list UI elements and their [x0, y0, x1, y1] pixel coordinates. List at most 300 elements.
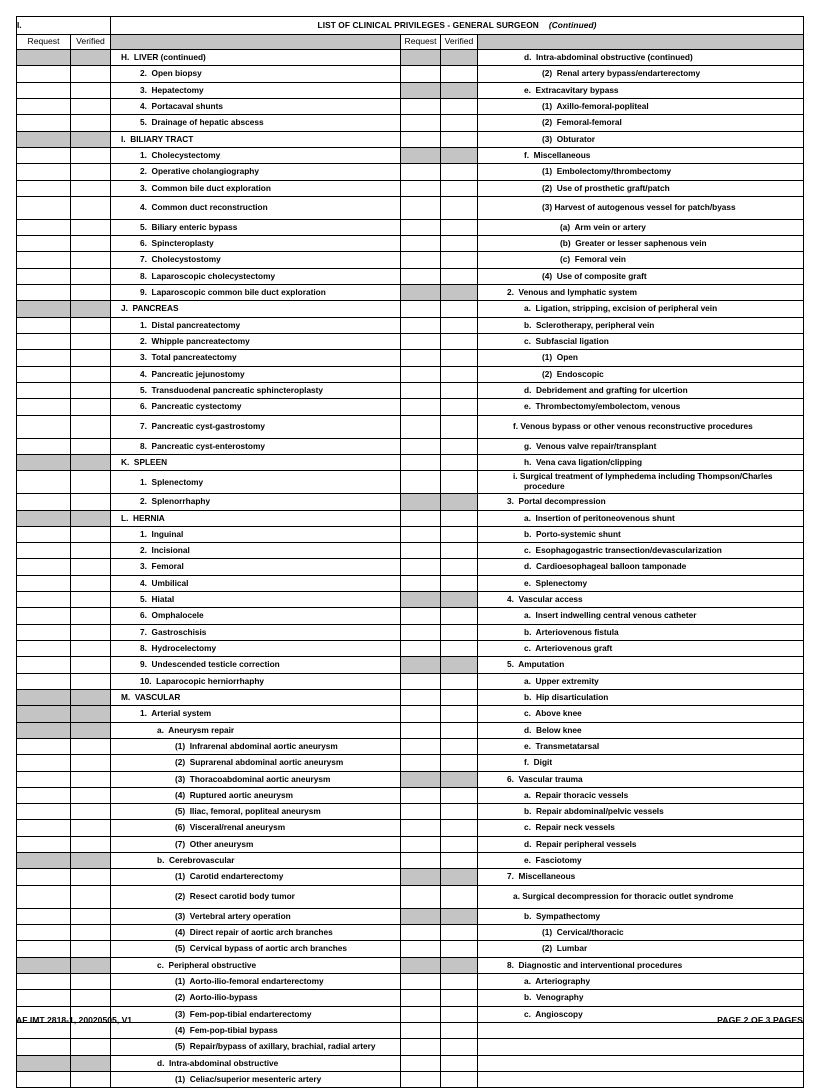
right-request-cell[interactable]: [401, 399, 441, 415]
right-verified-cell[interactable]: [441, 196, 478, 219]
right-request-cell[interactable]: [401, 941, 441, 957]
right-request-cell[interactable]: [401, 366, 441, 382]
left-request-cell[interactable]: [17, 755, 71, 771]
right-verified-cell[interactable]: [441, 885, 478, 908]
right-request-cell[interactable]: [401, 641, 441, 657]
right-privilege-label: g. Venous valve repair/transplant: [478, 438, 804, 454]
right-request-cell[interactable]: [401, 575, 441, 591]
right-request-cell[interactable]: [401, 1071, 441, 1087]
right-verified-cell[interactable]: [441, 738, 478, 754]
left-request-cell[interactable]: [17, 382, 71, 398]
left-privilege-label: M. VASCULAR: [111, 689, 401, 705]
right-request-cell[interactable]: [401, 301, 441, 317]
right-verified-cell[interactable]: [441, 66, 478, 82]
right-verified-cell[interactable]: [441, 98, 478, 114]
left-verified-cell[interactable]: [71, 820, 111, 836]
right-request-cell[interactable]: [401, 350, 441, 366]
left-request-cell[interactable]: [17, 1071, 71, 1087]
privilege-row: [17, 268, 804, 284]
left-privilege-label: 7. Gastroschisis: [111, 624, 401, 640]
right-request-cell[interactable]: [401, 252, 441, 268]
right-request-cell: [401, 657, 441, 673]
left-privilege-label: 4. Pancreatic jejunostomy: [111, 366, 401, 382]
right-privilege-label: (4) Use of composite graft: [478, 268, 804, 284]
left-privilege-label: 4. Common duct reconstruction: [111, 196, 401, 219]
left-request-cell[interactable]: [17, 317, 71, 333]
privilege-row: [17, 285, 804, 301]
privilege-row: [17, 973, 804, 989]
left-verified-cell[interactable]: [71, 268, 111, 284]
right-request-cell[interactable]: [401, 689, 441, 705]
right-request-cell[interactable]: [401, 526, 441, 542]
left-request-cell[interactable]: [17, 180, 71, 196]
right-privilege-label: f. Digit: [478, 755, 804, 771]
left-request-cell[interactable]: [17, 925, 71, 941]
right-privilege-label: a. Insertion of peritoneovenous shunt: [478, 510, 804, 526]
left-request-cell[interactable]: [17, 543, 71, 559]
left-request-cell[interactable]: [17, 657, 71, 673]
left-verified-cell[interactable]: [71, 1039, 111, 1055]
left-request-cell[interactable]: [17, 285, 71, 301]
right-verified-cell[interactable]: [441, 624, 478, 640]
privilege-row: [17, 438, 804, 454]
left-request-cell[interactable]: [17, 236, 71, 252]
right-request-cell[interactable]: [401, 334, 441, 350]
left-request-cell[interactable]: [17, 787, 71, 803]
left-request-cell[interactable]: [17, 268, 71, 284]
right-privilege-label: (1) Open: [478, 350, 804, 366]
right-verified-cell[interactable]: [441, 219, 478, 235]
right-privilege-label: d. Below knee: [478, 722, 804, 738]
right-request-cell[interactable]: [401, 180, 441, 196]
left-verified-cell[interactable]: [71, 366, 111, 382]
privilege-row: [17, 755, 804, 771]
right-verified-cell[interactable]: [441, 804, 478, 820]
privilege-row: [17, 592, 804, 608]
left-privilege-label: (1) Carotid endarterectomy: [111, 869, 401, 885]
right-request-cell[interactable]: [401, 471, 441, 494]
left-request-cell[interactable]: [17, 66, 71, 82]
left-verified-cell[interactable]: [71, 236, 111, 252]
left-privilege-label: d. Intra-abdominal obstructive: [111, 1055, 401, 1071]
left-verified-cell[interactable]: [71, 382, 111, 398]
right-request-cell[interactable]: [401, 722, 441, 738]
left-privilege-label: 9. Undescended testicle correction: [111, 657, 401, 673]
right-request-cell: [401, 285, 441, 301]
left-request-cell[interactable]: [17, 820, 71, 836]
left-verified-cell: [71, 301, 111, 317]
right-privilege-label: 2. Venous and lymphatic system: [478, 285, 804, 301]
right-privilege-label: b. Sclerotherapy, peripheral vein: [478, 317, 804, 333]
left-request-header: Request: [17, 35, 71, 50]
right-request-cell[interactable]: [401, 98, 441, 114]
left-verified-cell: [71, 454, 111, 470]
right-verified-cell[interactable]: [441, 575, 478, 591]
left-privilege-label: (1) Aorto-ilio-femoral endarterectomy: [111, 973, 401, 989]
left-request-cell[interactable]: [17, 559, 71, 575]
left-verified-cell[interactable]: [71, 657, 111, 673]
right-request-cell[interactable]: [401, 268, 441, 284]
left-request-cell[interactable]: [17, 941, 71, 957]
right-privilege-label: b. Porto-systemic shunt: [478, 526, 804, 542]
privilege-row: [17, 50, 804, 66]
privilege-row: [17, 180, 804, 196]
right-verified-cell[interactable]: [441, 301, 478, 317]
right-verified-cell[interactable]: [441, 820, 478, 836]
title-row: [17, 17, 804, 35]
left-verified-cell[interactable]: [71, 1071, 111, 1087]
left-request-cell[interactable]: [17, 494, 71, 510]
privilege-row: [17, 1055, 804, 1071]
page-title: [111, 17, 804, 35]
left-verified-cell[interactable]: [71, 180, 111, 196]
left-verified-cell[interactable]: [71, 836, 111, 852]
privilege-row: [17, 252, 804, 268]
right-privilege-label: f. Miscellaneous: [478, 147, 804, 163]
right-verified-cell[interactable]: [441, 252, 478, 268]
left-request-cell[interactable]: [17, 82, 71, 98]
left-privilege-label: J. PANCREAS: [111, 301, 401, 317]
left-verified-cell[interactable]: [71, 575, 111, 591]
right-privilege-label: a. Repair thoracic vessels: [478, 787, 804, 803]
right-request-cell[interactable]: [401, 317, 441, 333]
right-verified-cell: [441, 494, 478, 510]
right-verified-cell: [441, 869, 478, 885]
right-request-cell[interactable]: [401, 236, 441, 252]
left-verified-cell[interactable]: [71, 990, 111, 1006]
right-privilege-header-spacer: [478, 35, 804, 50]
left-request-cell: [17, 301, 71, 317]
right-verified-cell: [441, 771, 478, 787]
right-privilege-label: (1) Embolectomy/thrombectomy: [478, 164, 804, 180]
right-verified-cell[interactable]: [441, 990, 478, 1006]
right-request-cell[interactable]: [401, 164, 441, 180]
right-privilege-label: a. Upper extremity: [478, 673, 804, 689]
left-privilege-label: 6. Spincteroplasty: [111, 236, 401, 252]
left-verified-cell[interactable]: [71, 908, 111, 924]
left-verified-cell[interactable]: [71, 98, 111, 114]
left-verified-cell[interactable]: [71, 941, 111, 957]
left-request-cell[interactable]: [17, 334, 71, 350]
left-privilege-label: (1) Celiac/superior mesenteric artery: [111, 1071, 401, 1087]
right-verified-cell[interactable]: [441, 131, 478, 147]
left-verified-cell[interactable]: [71, 219, 111, 235]
left-request-cell[interactable]: [17, 252, 71, 268]
right-privilege-label: (2) Femoral-femoral: [478, 115, 804, 131]
right-verified-cell[interactable]: [441, 454, 478, 470]
left-privilege-label: 8. Laparoscopic cholecystectomy: [111, 268, 401, 284]
right-verified-cell[interactable]: [441, 334, 478, 350]
right-verified-cell[interactable]: [441, 941, 478, 957]
left-verified-cell[interactable]: [71, 771, 111, 787]
left-verified-cell[interactable]: [71, 526, 111, 542]
left-verified-cell[interactable]: [71, 608, 111, 624]
left-privilege-label: 2. Operative cholangiography: [111, 164, 401, 180]
left-request-cell[interactable]: [17, 908, 71, 924]
right-privilege-label: 5. Amputation: [478, 657, 804, 673]
left-privilege-label: 3. Hepatectomy: [111, 82, 401, 98]
left-verified-cell[interactable]: [71, 66, 111, 82]
right-request-cell[interactable]: [401, 1055, 441, 1071]
left-verified-cell[interactable]: [71, 755, 111, 771]
left-verified-cell[interactable]: [71, 885, 111, 908]
privilege-row: [17, 334, 804, 350]
left-request-cell[interactable]: [17, 804, 71, 820]
left-verified-cell[interactable]: [71, 350, 111, 366]
left-verified-cell[interactable]: [71, 196, 111, 219]
left-verified-cell[interactable]: [71, 624, 111, 640]
right-request-cell[interactable]: [401, 196, 441, 219]
right-verified-cell[interactable]: [441, 180, 478, 196]
right-request-cell[interactable]: [401, 990, 441, 1006]
left-verified-cell[interactable]: [71, 317, 111, 333]
right-verified-cell: [441, 285, 478, 301]
right-privilege-label: [478, 1039, 804, 1055]
right-verified-cell[interactable]: [441, 366, 478, 382]
right-verified-cell[interactable]: [441, 236, 478, 252]
privilege-row: [17, 164, 804, 180]
left-verified-cell[interactable]: [71, 559, 111, 575]
right-verified-cell[interactable]: [441, 1055, 478, 1071]
privilege-row: [17, 471, 804, 494]
left-request-cell: [17, 454, 71, 470]
left-verified-cell[interactable]: [71, 592, 111, 608]
left-request-cell[interactable]: [17, 771, 71, 787]
left-verified-cell[interactable]: [71, 285, 111, 301]
left-privilege-label: (4) Ruptured aortic aneurysm: [111, 787, 401, 803]
right-request-cell[interactable]: [401, 66, 441, 82]
left-verified-cell[interactable]: [71, 804, 111, 820]
left-verified-cell[interactable]: [71, 494, 111, 510]
left-verified-cell[interactable]: [71, 415, 111, 438]
right-verified-cell[interactable]: [441, 526, 478, 542]
right-request-cell[interactable]: [401, 925, 441, 941]
right-verified-cell[interactable]: [441, 608, 478, 624]
right-privilege-label: (1) Axillo-femoral-popliteal: [478, 98, 804, 114]
right-verified-cell[interactable]: [441, 706, 478, 722]
right-verified-cell[interactable]: [441, 399, 478, 415]
right-verified-cell[interactable]: [441, 559, 478, 575]
left-verified-cell[interactable]: [71, 925, 111, 941]
left-privilege-label: (2) Resect carotid body tumor: [111, 885, 401, 908]
right-verified-cell[interactable]: [441, 268, 478, 284]
left-request-cell[interactable]: [17, 836, 71, 852]
left-request-cell[interactable]: [17, 526, 71, 542]
right-verified-cell[interactable]: [441, 438, 478, 454]
right-verified-cell[interactable]: [441, 925, 478, 941]
right-request-cell[interactable]: [401, 804, 441, 820]
right-privilege-label: a. Arteriography: [478, 973, 804, 989]
left-privilege-label: I. BILIARY TRACT: [111, 131, 401, 147]
right-verified-cell[interactable]: [441, 350, 478, 366]
left-request-cell[interactable]: [17, 350, 71, 366]
right-request-cell[interactable]: [401, 1039, 441, 1055]
left-verified-cell[interactable]: [71, 543, 111, 559]
right-request-cell[interactable]: [401, 706, 441, 722]
privilege-row: [17, 399, 804, 415]
privilege-row: [17, 869, 804, 885]
right-verified-cell[interactable]: [441, 115, 478, 131]
right-verified-cell[interactable]: [441, 1071, 478, 1087]
privilege-row: [17, 836, 804, 852]
privilege-row: [17, 350, 804, 366]
left-privilege-label: 5. Transduodenal pancreatic sphincteroplasty: [111, 382, 401, 398]
privilege-row: [17, 543, 804, 559]
right-request-cell[interactable]: [401, 787, 441, 803]
left-request-cell[interactable]: [17, 624, 71, 640]
right-request-cell[interactable]: [401, 454, 441, 470]
right-verified-cell[interactable]: [441, 382, 478, 398]
right-request-cell: [401, 771, 441, 787]
right-privilege-label: 6. Vascular trauma: [478, 771, 804, 787]
left-request-cell[interactable]: [17, 738, 71, 754]
left-verified-cell[interactable]: [71, 334, 111, 350]
right-privilege-label: c. Repair neck vessels: [478, 820, 804, 836]
right-verified-cell[interactable]: [441, 471, 478, 494]
right-request-cell[interactable]: [401, 415, 441, 438]
left-request-cell[interactable]: [17, 592, 71, 608]
right-privilege-label: a. Surgical decompression for thoracic outlet syndrome: [478, 885, 804, 908]
privilege-row: [17, 706, 804, 722]
left-request-cell[interactable]: [17, 438, 71, 454]
privilege-row: [17, 657, 804, 673]
right-request-cell: [401, 869, 441, 885]
left-verified-cell: [71, 689, 111, 705]
left-privilege-label: (3) Vertebral artery operation: [111, 908, 401, 924]
right-verified-cell: [441, 82, 478, 98]
left-verified-cell[interactable]: [71, 869, 111, 885]
left-verified-cell[interactable]: [71, 115, 111, 131]
right-privilege-label: e. Extracavitary bypass: [478, 82, 804, 98]
right-verified-cell[interactable]: [441, 543, 478, 559]
left-request-cell[interactable]: [17, 869, 71, 885]
right-verified-cell[interactable]: [441, 755, 478, 771]
right-privilege-label: (2) Renal artery bypass/endarterectomy: [478, 66, 804, 82]
right-verified-cell[interactable]: [441, 164, 478, 180]
left-request-cell[interactable]: [17, 219, 71, 235]
right-verified-cell[interactable]: [441, 415, 478, 438]
right-privilege-label: (2) Lumbar: [478, 941, 804, 957]
left-request-cell[interactable]: [17, 608, 71, 624]
right-verified-cell[interactable]: [441, 787, 478, 803]
left-request-cell[interactable]: [17, 366, 71, 382]
left-request-cell[interactable]: [17, 399, 71, 415]
right-verified-cell[interactable]: [441, 973, 478, 989]
left-privilege-label: H. LIVER (continued): [111, 50, 401, 66]
right-privilege-label: d. Debridement and grafting for ulcertion: [478, 382, 804, 398]
right-request-cell[interactable]: [401, 755, 441, 771]
right-verified-cell: [441, 147, 478, 163]
right-privilege-label: c. Above knee: [478, 706, 804, 722]
right-request-cell[interactable]: [401, 131, 441, 147]
right-request-cell[interactable]: [401, 559, 441, 575]
left-verified-cell[interactable]: [71, 252, 111, 268]
left-verified-cell[interactable]: [71, 399, 111, 415]
left-verified-cell[interactable]: [71, 738, 111, 754]
right-verified-cell[interactable]: [441, 1039, 478, 1055]
left-verified-cell: [71, 131, 111, 147]
privilege-row: [17, 510, 804, 526]
left-request-cell[interactable]: [17, 990, 71, 1006]
right-verified-cell[interactable]: [441, 689, 478, 705]
right-request-cell[interactable]: [401, 115, 441, 131]
left-privilege-label: 1. Arterial system: [111, 706, 401, 722]
right-request-cell[interactable]: [401, 738, 441, 754]
left-request-cell[interactable]: [17, 471, 71, 494]
left-request-cell[interactable]: [17, 115, 71, 131]
right-request-cell: [401, 147, 441, 163]
right-verified-cell[interactable]: [441, 722, 478, 738]
right-privilege-label: 3. Portal decompression: [478, 494, 804, 510]
left-privilege-label: K. SPLEEN: [111, 454, 401, 470]
left-request-cell[interactable]: [17, 196, 71, 219]
left-request-cell[interactable]: [17, 575, 71, 591]
right-request-cell[interactable]: [401, 836, 441, 852]
privilege-row: [17, 624, 804, 640]
left-verified-cell[interactable]: [71, 471, 111, 494]
right-request-cell[interactable]: [401, 853, 441, 869]
left-privilege-label: 5. Hiatal: [111, 592, 401, 608]
right-verified-cell[interactable]: [441, 673, 478, 689]
privilege-row: [17, 641, 804, 657]
right-request-cell[interactable]: [401, 673, 441, 689]
right-verified-cell[interactable]: [441, 317, 478, 333]
right-request-cell[interactable]: [401, 820, 441, 836]
left-verified-cell[interactable]: [71, 673, 111, 689]
left-verified-cell[interactable]: [71, 147, 111, 163]
right-request-cell[interactable]: [401, 438, 441, 454]
left-request-cell[interactable]: [17, 1039, 71, 1055]
left-request-cell[interactable]: [17, 415, 71, 438]
right-request-cell[interactable]: [401, 973, 441, 989]
right-verified-cell[interactable]: [441, 853, 478, 869]
right-privilege-label: 8. Diagnostic and interventional procedures: [478, 957, 804, 973]
right-request-cell[interactable]: [401, 624, 441, 640]
right-verified-cell[interactable]: [441, 510, 478, 526]
privilege-row: [17, 689, 804, 705]
left-request-cell[interactable]: [17, 147, 71, 163]
right-verified-header: Verified: [441, 35, 478, 50]
left-privilege-label: 4. Portacaval shunts: [111, 98, 401, 114]
left-request-cell[interactable]: [17, 885, 71, 908]
left-verified-cell[interactable]: [71, 164, 111, 180]
left-request-cell[interactable]: [17, 641, 71, 657]
left-verified-cell[interactable]: [71, 973, 111, 989]
left-request-cell: [17, 689, 71, 705]
right-verified-cell[interactable]: [441, 641, 478, 657]
left-request-cell[interactable]: [17, 98, 71, 114]
privilege-row: [17, 957, 804, 973]
left-verified-cell[interactable]: [71, 641, 111, 657]
left-verified-cell[interactable]: [71, 787, 111, 803]
left-request-cell[interactable]: [17, 673, 71, 689]
left-request-cell[interactable]: [17, 973, 71, 989]
right-request-cell[interactable]: [401, 608, 441, 624]
right-request-cell[interactable]: [401, 219, 441, 235]
left-verified-cell[interactable]: [71, 438, 111, 454]
privilege-row: [17, 925, 804, 941]
left-verified-cell[interactable]: [71, 82, 111, 98]
right-request-cell[interactable]: [401, 885, 441, 908]
right-verified-cell[interactable]: [441, 836, 478, 852]
page-title-text: LIST OF CLINICAL PRIVILEGES - GENERAL SURGEON: [317, 19, 539, 30]
right-request-cell[interactable]: [401, 382, 441, 398]
right-privilege-label: b. Hip disarticulation: [478, 689, 804, 705]
privilege-row: [17, 941, 804, 957]
right-request-cell[interactable]: [401, 543, 441, 559]
right-request-cell[interactable]: [401, 510, 441, 526]
left-request-cell[interactable]: [17, 164, 71, 180]
